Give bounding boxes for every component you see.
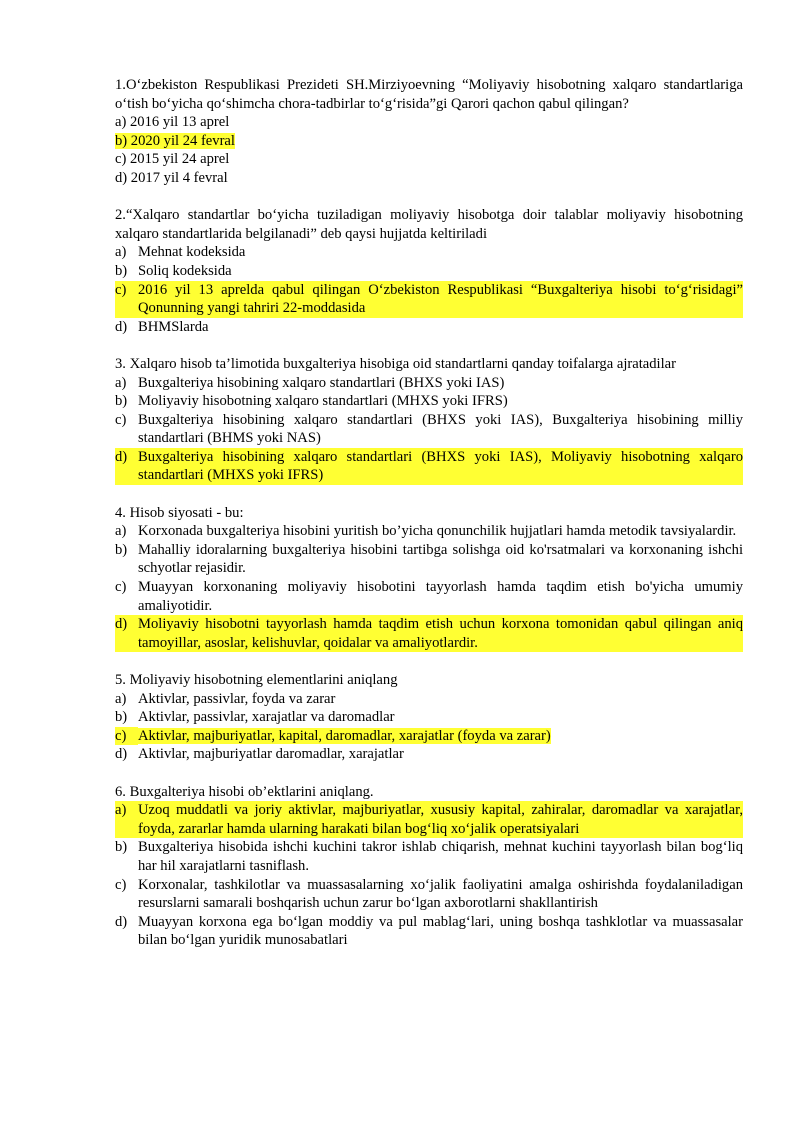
option-text: Aktivlar, passivlar, xarajatlar va daromadlar — [138, 709, 395, 726]
answer-option-d — [115, 318, 743, 337]
option-letter: d) — [115, 616, 128, 633]
option-letter: d) — [115, 448, 128, 465]
question-text: 3. Xalqaro hisob ta’limotida buxgalteriya hisobiga oid standartlarni qanday toifalarga ajratadilar — [115, 355, 677, 372]
answer-option-a — [115, 522, 743, 541]
question-text: 4. Hisob siyosati - bu: — [115, 504, 244, 521]
answer-option-a — [115, 690, 743, 709]
option-letter: b) — [115, 541, 128, 558]
question-text: 2.“Xalqaro standartlar bo‘yicha tuziladigan moliyaviy hisobotga doir talablar moliyaviy hisobotning xalqaro standartlarida belgilanadi” deb qaysi hujjatda keltiriladi — [115, 207, 743, 242]
question-text: 5. Moliyaviy hisobotning elementlarini aniqlang — [115, 672, 398, 688]
answer-option-b — [115, 838, 743, 875]
option-letter: c) — [115, 579, 127, 596]
question-4 — [115, 504, 743, 653]
answer-option-d — [115, 745, 743, 764]
correct-answer-highlight: b) 2020 yil 24 fevral — [115, 132, 235, 149]
answer-option-b — [115, 262, 743, 281]
question-2 — [115, 206, 743, 336]
option-text: Buxgalteriya hisobining xalqaro standartlari (BHXS yoki IAS) — [138, 374, 505, 391]
correct-answer-highlight: Aktivlar, majburiyatlar, kapital, daromadlar, xarajatlar (foyda va zarar) — [138, 727, 551, 744]
question-text: 6. Buxgalteriya hisobi ob’ektlarini aniqlang. — [115, 783, 374, 800]
option-text: Moliyaviy hisobotni tayyorlash hamda taqdim etish uchun korxona tomonidan qabul qilingan aniq tamoyillar, asoslar, kelishuvlar, qoidalar va amaliyotlardir. — [138, 616, 743, 651]
option-text: Buxgalteriya hisobining xalqaro standartlari (BHXS yoki IAS), Moliyaviy hisobotning xalqaro standartlari (MHXS yoki IFRS) — [138, 448, 743, 484]
answer-options — [115, 690, 743, 764]
option-letter: b) — [115, 393, 128, 410]
question-6 — [115, 783, 743, 950]
option-letter: b) — [115, 262, 128, 279]
answer-options — [115, 801, 743, 950]
answer-options — [115, 374, 743, 486]
option-text: Soliq kodeksida — [138, 262, 232, 279]
option-letter: a) — [115, 244, 127, 261]
option-letter: a) — [115, 690, 127, 707]
option-letter: d) — [115, 913, 128, 930]
option-letter: b) — [115, 709, 128, 726]
option-text: 2016 yil 13 aprelda qabul qilingan O‘zbekiston Respublikasi “Buxgalteriya hisobi to‘g‘risidagi” Qonunning yangi tahriri 22-moddasida — [138, 281, 743, 317]
answer-options — [115, 113, 743, 187]
question-1 — [115, 76, 743, 188]
answer-option-b — [115, 708, 743, 727]
answer-option-c: c) 2015 yil 24 aprel — [115, 151, 230, 168]
document-page — [115, 76, 743, 969]
question-3 — [115, 355, 743, 485]
answer-option-a — [115, 243, 743, 262]
option-text: Muayyan korxonaning moliyaviy hisobotini tayyorlash hamda taqdim etish bo'yicha umumiy amaliyotidir. — [138, 579, 743, 614]
answer-option-d: d) 2017 yil 4 fevral — [115, 169, 228, 186]
answer-options — [115, 243, 743, 336]
option-letter: c) — [115, 281, 127, 298]
option-text: BHMSlarda — [138, 318, 209, 335]
answer-option-d — [115, 913, 743, 950]
answer-option-a — [115, 374, 743, 393]
option-letter: c) — [115, 876, 127, 893]
option-text: Mehnat kodeksida — [138, 244, 246, 261]
answer-option-b — [115, 392, 743, 411]
option-text: Aktivlar, passivlar, foyda va zarar — [138, 690, 336, 707]
option-text: Korxonalar, tashkilotlar va muassasalarning xo‘jalik faoliyatini amalga oshirishda foydalaniladigan resurslarni samarali boshqarish uchun zarur bo‘lgan axborotlarni shakllantirish — [138, 876, 743, 912]
option-letter: d) — [115, 746, 128, 763]
answer-option-c — [115, 411, 743, 448]
question-5 — [115, 671, 743, 764]
answer-option-a — [115, 801, 743, 838]
answer-option-d — [115, 615, 743, 652]
option-text: Aktivlar, majburiyatlar daromadlar, xarajatlar — [138, 746, 404, 763]
option-text — [138, 727, 743, 746]
question-text: 1.O‘zbekiston Respublikasi Prezideti SH.Mirziyoevning “Moliyaviy hisobotning xalqaro standartlariga o‘tish bo‘yicha qo‘shimcha chora-tadbirlar to‘g‘risida”gi Qarori qachon qabul qilingan? — [115, 77, 743, 112]
option-letter: b) — [115, 839, 128, 856]
option-letter: c) — [115, 727, 138, 746]
option-text: Uzoq muddatli va joriy aktivlar, majburiyatlar, xususiy kapital, zahiralar, daromadlar va xarajatlar, foyda, zararlar hamda ularning harakati bilan bog‘liq xo‘jalik operatsiyalari — [138, 802, 743, 837]
answer-options — [115, 522, 743, 652]
answer-option-c — [115, 876, 743, 913]
option-letter: a) — [115, 523, 127, 540]
answer-option-c — [115, 281, 743, 318]
option-letter: a) — [115, 374, 127, 391]
option-text: Korxonada buxgalteriya hisobini yuritish bo’yicha qonunchilik hujjatlari hamda metodik tavsiyalardir. — [138, 523, 737, 540]
answer-option-b — [115, 541, 743, 578]
option-text: Buxgalteriya hisobida ishchi kuchini takror ishlab chiqarish, mehnat kuchini tayyorlash bilan bog‘liq har hil xarajatlarni tasniflash. — [138, 839, 743, 874]
answer-option-c — [115, 727, 743, 746]
option-text: Muayyan korxona ega bo‘lgan moddiy va pul mablag‘lari, uning boshqa tashklotlar va muassasalar bilan bo‘lgan yuridik munosabatlari — [138, 913, 743, 949]
answer-option-a: a) 2016 yil 13 aprel — [115, 114, 230, 131]
option-letter: c) — [115, 411, 127, 428]
option-text: Buxgalteriya hisobining xalqaro standartlari (BHXS yoki IAS), Buxgalteriya hisobining milliy standartlari (BHMS yoki NAS) — [138, 411, 743, 447]
option-text: Mahalliy idoralarning buxgalteriya hisobini tartibga solishga oid ko'rsatmalari va korxonaning ishchi schyotlar rejasidir. — [138, 541, 743, 577]
option-text: Moliyaviy hisobotning xalqaro standartlari (MHXS yoki IFRS) — [138, 393, 508, 410]
answer-option-c — [115, 578, 743, 615]
answer-option-d — [115, 448, 743, 485]
option-letter: a) — [115, 802, 127, 819]
option-letter: d) — [115, 318, 128, 335]
answer-option-b — [115, 132, 743, 151]
